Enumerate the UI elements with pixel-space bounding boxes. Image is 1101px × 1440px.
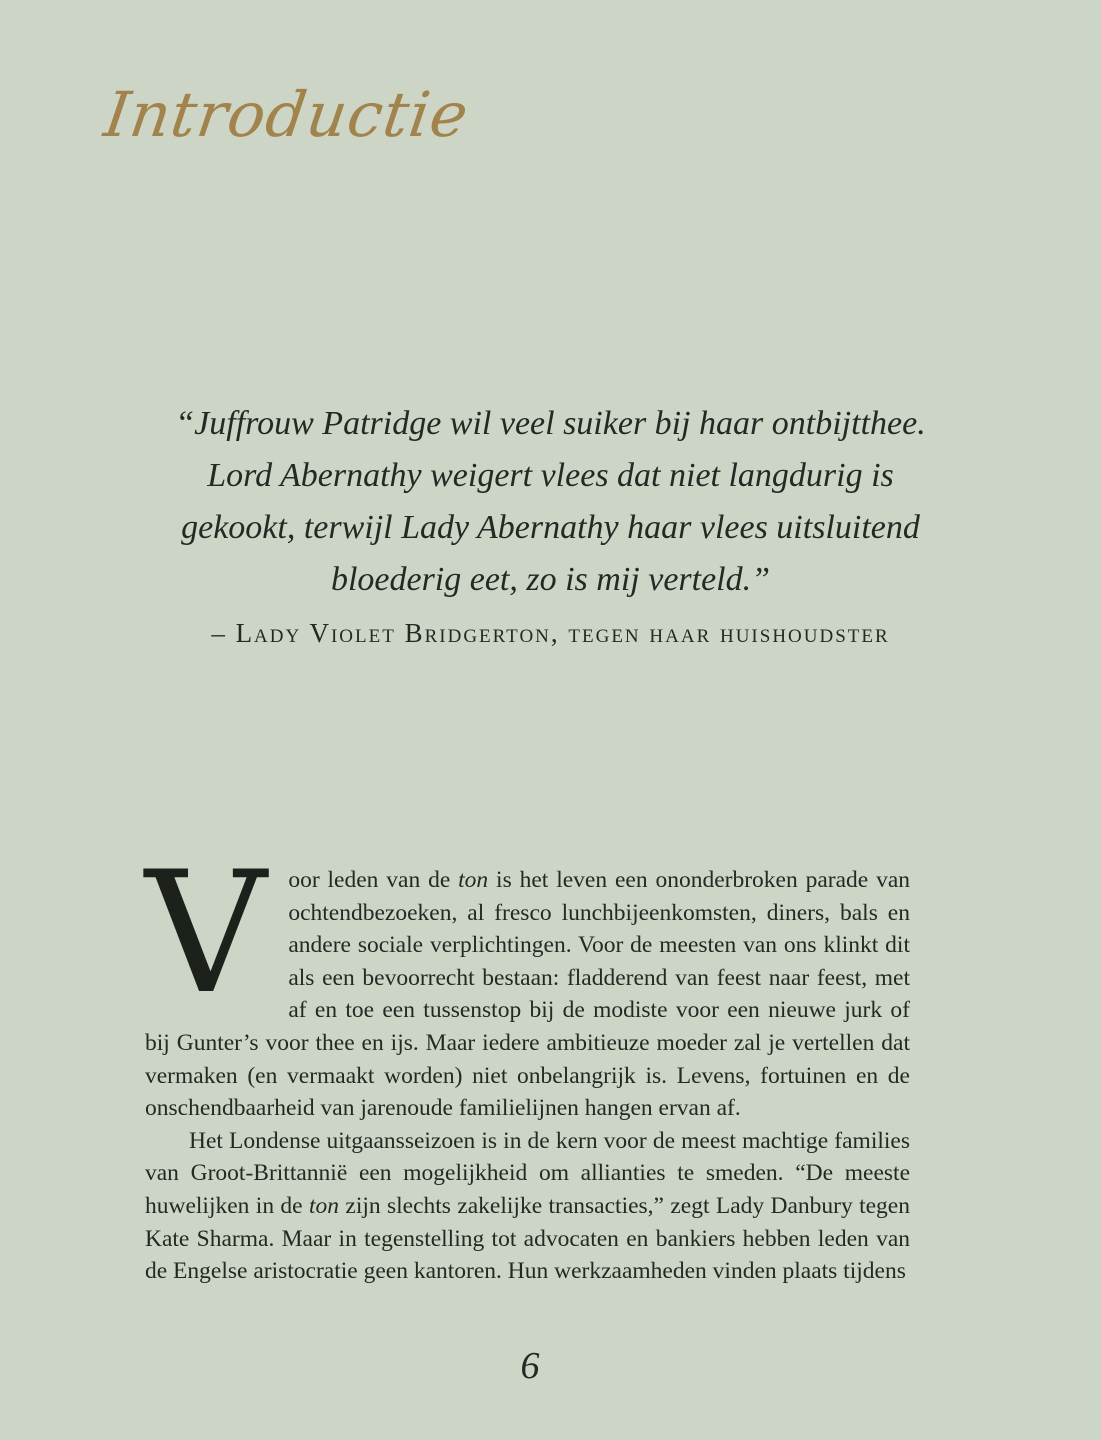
drop-cap: V — [145, 835, 267, 1031]
quote-line: bloederig eet, zo is mij verteld.” — [330, 561, 771, 598]
quote-attribution: – Lady Violet Bridgerton, tegen haar huishoudster — [211, 618, 890, 648]
body-text — [145, 835, 910, 1288]
paragraph-text: oor leden van de — [288, 867, 459, 893]
paragraph-text: is het leven een ononderbroken parade van ochtendbezoeken, al fresco lunchbijeenkomsten, diners, bals en andere sociale verplichtingen. Voor de meesten van ons klinkt dit als een bevoorrecht bestaan: fladderend van feest naar feest, met af en toe een tussenstop bij de modiste voor een nieuwe jurk of bij Gunter’s voor thee en ijs. Maar iedere ambitieuze moeder zal je vertellen dat vermaken (en vermaakt worden) niet onbelangrijk is. Levens, fortuinen en de onschendbaarheid van jarenoude familielijnen hangen ervan af. — [145, 867, 910, 1122]
paragraph-text: Het Londense uitgaansseizoen is in de kern voor de meest machtige families van Groot-Brittannië een mogelijkheid om allianties te smeden. “De meeste huwelijken in de — [145, 1127, 910, 1219]
paragraph-first — [145, 835, 910, 1125]
chapter-title: Introductie — [100, 78, 474, 151]
epigraph-quote — [101, 398, 1001, 606]
quote-line: “Juffrouw Patridge wil veel suiker bij haar ontbijtthee. — [175, 405, 926, 442]
italic-term: ton — [458, 867, 489, 893]
quote-line: Lord Abernathy weigert vlees dat niet langdurig is — [207, 457, 894, 494]
italic-term: ton — [308, 1192, 340, 1219]
quote-line: gekookt, terwijl Lady Abernathy haar vlees uitsluitend — [181, 509, 920, 546]
page-number: 6 — [520, 1345, 540, 1387]
paragraph-text: zijn slechts zakelijke transacties,” zegt Lady Danbury tegen Kate Sharma. Maar in tegenstelling tot advocaten en bankiers hebben leden van de Engelse aristocratie geen kantoren. Hun werkzaamheden vinden plaats tijdens — [145, 1192, 910, 1285]
paragraph-second — [145, 1125, 910, 1288]
